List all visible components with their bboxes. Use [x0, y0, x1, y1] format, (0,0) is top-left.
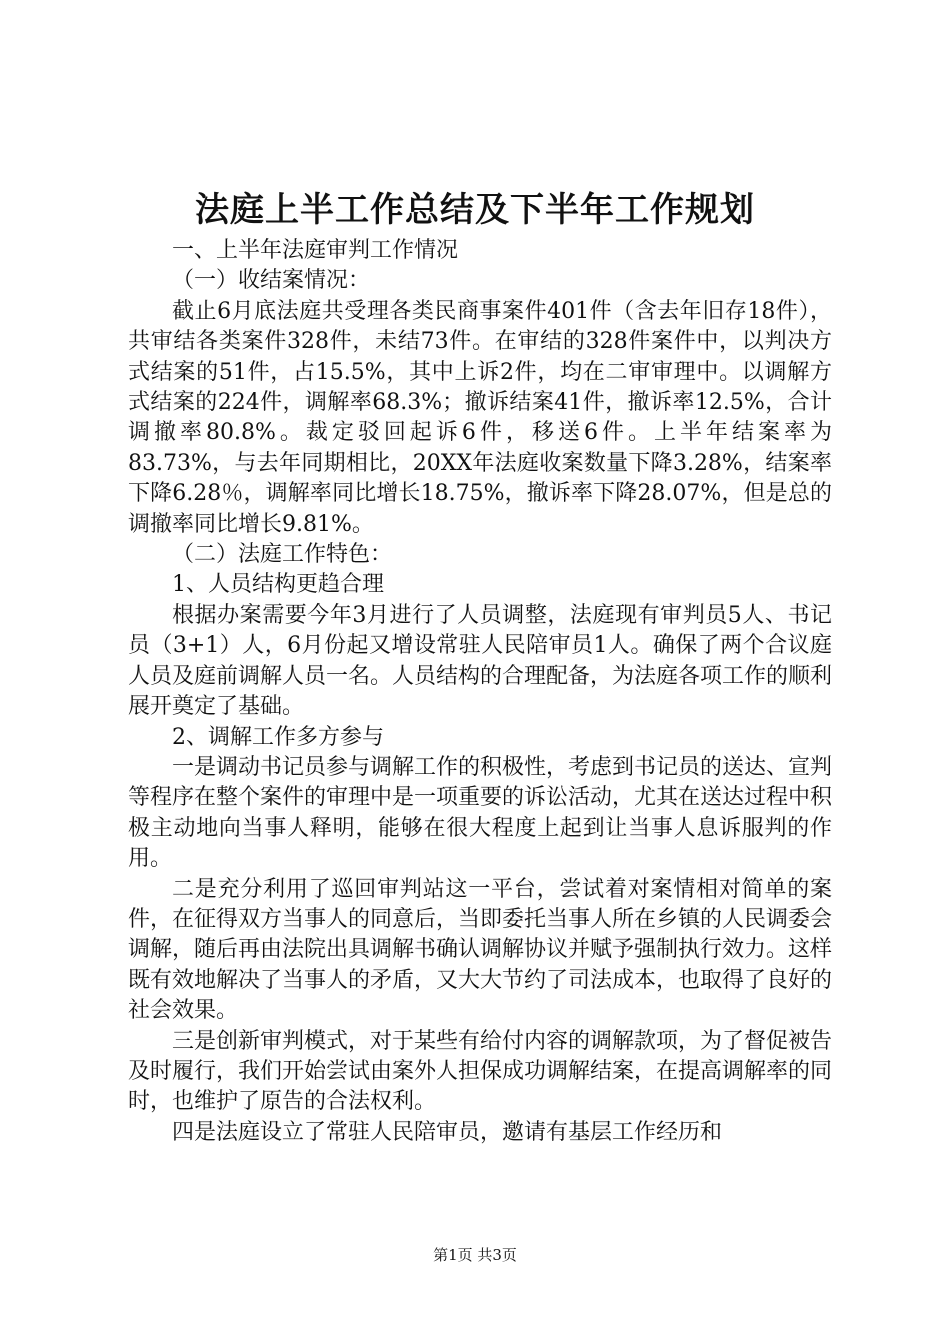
document-body: [128, 236, 832, 1148]
subsection-heading: （一）收结案情况：: [172, 268, 371, 294]
body-paragraph: 三是创新审判模式，对于某些有给付内容的调解款项，为了督促被告及时履行，我们开始尝试由案外人担保成功调解结案，在提高调解率的同时，也维护了原告的合法权利。: [128, 1028, 833, 1115]
body-paragraph: 截止6月底法庭共受理各类民商事案件401件（含去年旧存18件），共审结各类案件328件，未结73件。在审结的328件案件中，以判决方式结案的51件，占15.5%，其中上诉2件，均在二审审理中。以调解方式结案的224件，调解率68.3%；撤诉结案41件，撤诉率12.5%，合计调撤率80.8%。裁定驳回起诉6件，移送6件。上半年结案率为83.73%，与去年同期相比，20XX年法庭收案数量下降3.28%，结案率下降6.28％，调解率同比增长18.75%，撤诉率下降28.07%，但是总的调撤率同比增长9.81%。: [128, 298, 832, 537]
body-paragraph: 一是调动书记员参与调解工作的积极性，考虑到书记员的送达、宣判等程序在整个案件的审理中是一项重要的诉讼活动，尤其在送达过程中积极主动地向当事人释明，能够在很大程度上起到让当事人息诉服判的作用。: [128, 754, 833, 872]
item-heading: 1、人员结构更趋合理: [172, 572, 384, 598]
section-heading: 一、上半年法庭审判工作情况: [172, 238, 459, 263]
item-heading: 2、调解工作多方参与: [172, 724, 384, 750]
page-footer: 第1页 共3页: [433, 1246, 517, 1264]
body-paragraph: 二是充分利用了巡回审判站这一平台，尝试着对案情相对简单的案件，在征得双方当事人的同意后，当即委托当事人所在乡镇的人民调委会调解，随后再由法院出具调解书确认调解协议并赋予强制执行效力。这样既有效地解决了当事人的矛盾，又大大节约了司法成本，也取得了良好的社会效果。: [128, 876, 833, 1024]
body-paragraph: 根据办案需要今年3月进行了人员调整，法庭现有审判员5人、书记员（3+1）人，6月份起又增设常驻人民陪审员1人。确保了两个合议庭人员及庭前调解人员一名。人员结构的合理配备，为法庭各项工作的顺利展开奠定了基础。: [128, 602, 833, 720]
subsection-heading: （二）法庭工作特色：: [172, 542, 393, 568]
document-title: 法庭上半工作总结及下半年工作规划: [195, 190, 755, 230]
body-paragraph: 四是法庭设立了常驻人民陪审员，邀请有基层工作经历和: [172, 1119, 723, 1145]
